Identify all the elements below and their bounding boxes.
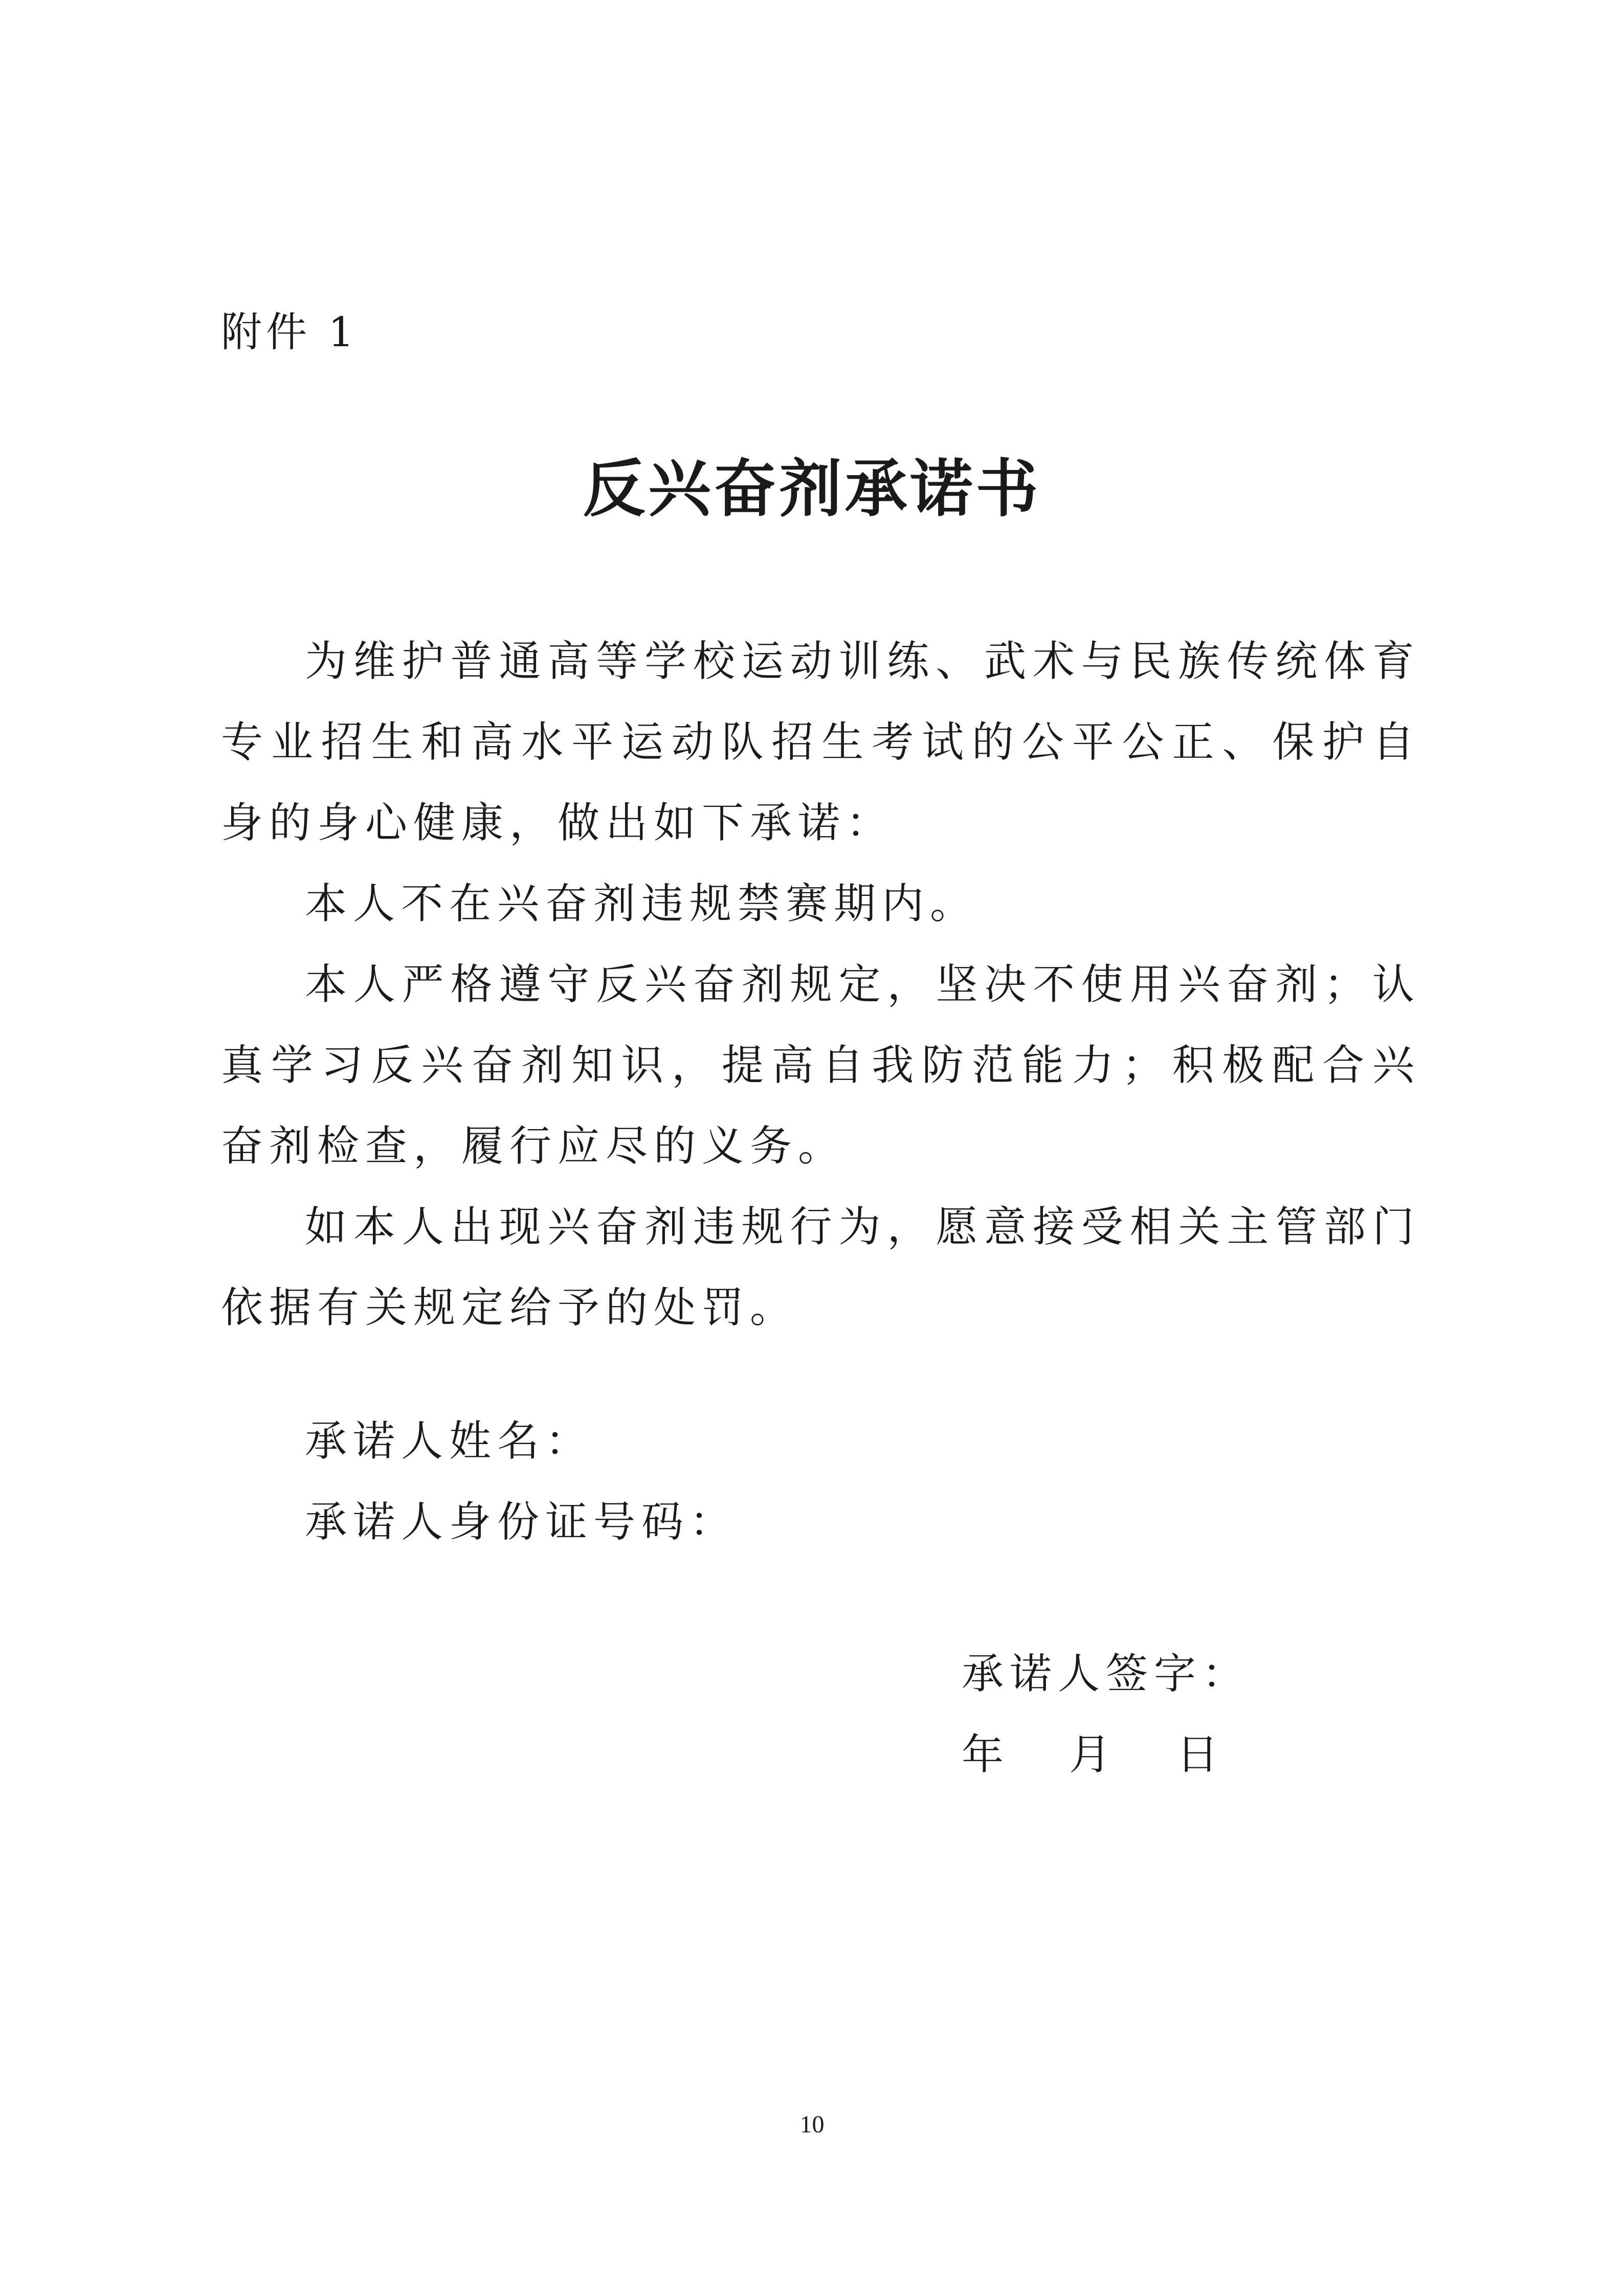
body-text	[221, 621, 1420, 1348]
date-year: 年	[962, 1730, 1010, 1779]
paragraph-intro: 为维护普通高等学校运动训练、武术与民族传统体育专业招生和高水平运动队招生考试的公平公正、保护自身的身心健康，做出如下承诺：	[221, 637, 1420, 847]
date-day: 日	[1176, 1730, 1225, 1779]
signature-block	[962, 1634, 1284, 1795]
page-number: 10	[799, 2111, 825, 2138]
date-line	[962, 1715, 1284, 1795]
attachment-label: 附件 1	[221, 308, 359, 356]
promisor-id-label: 承诺人身份证号码：	[305, 1498, 738, 1546]
signature-label: 承诺人签字：	[962, 1650, 1251, 1698]
paragraph-ban-period: 本人不在兴奋剂违规禁赛期内。	[305, 880, 978, 928]
promisor-name-label: 承诺人姓名：	[305, 1417, 594, 1466]
paragraph-penalty: 如本人出现兴奋剂违规行为，愿意接受相关主管部门依据有关规定给予的处罚。	[221, 1203, 1420, 1332]
date-month: 月	[1069, 1730, 1118, 1779]
promisor-fields	[221, 1401, 738, 1563]
document-title: 反兴奋剂承诺书	[583, 452, 1041, 525]
paragraph-compliance: 本人严格遵守反兴奋剂规定，坚决不使用兴奋剂；认真学习反兴奋剂知识，提高自我防范能力；积极配合兴奋剂检查，履行应尽的义务。	[221, 960, 1420, 1170]
